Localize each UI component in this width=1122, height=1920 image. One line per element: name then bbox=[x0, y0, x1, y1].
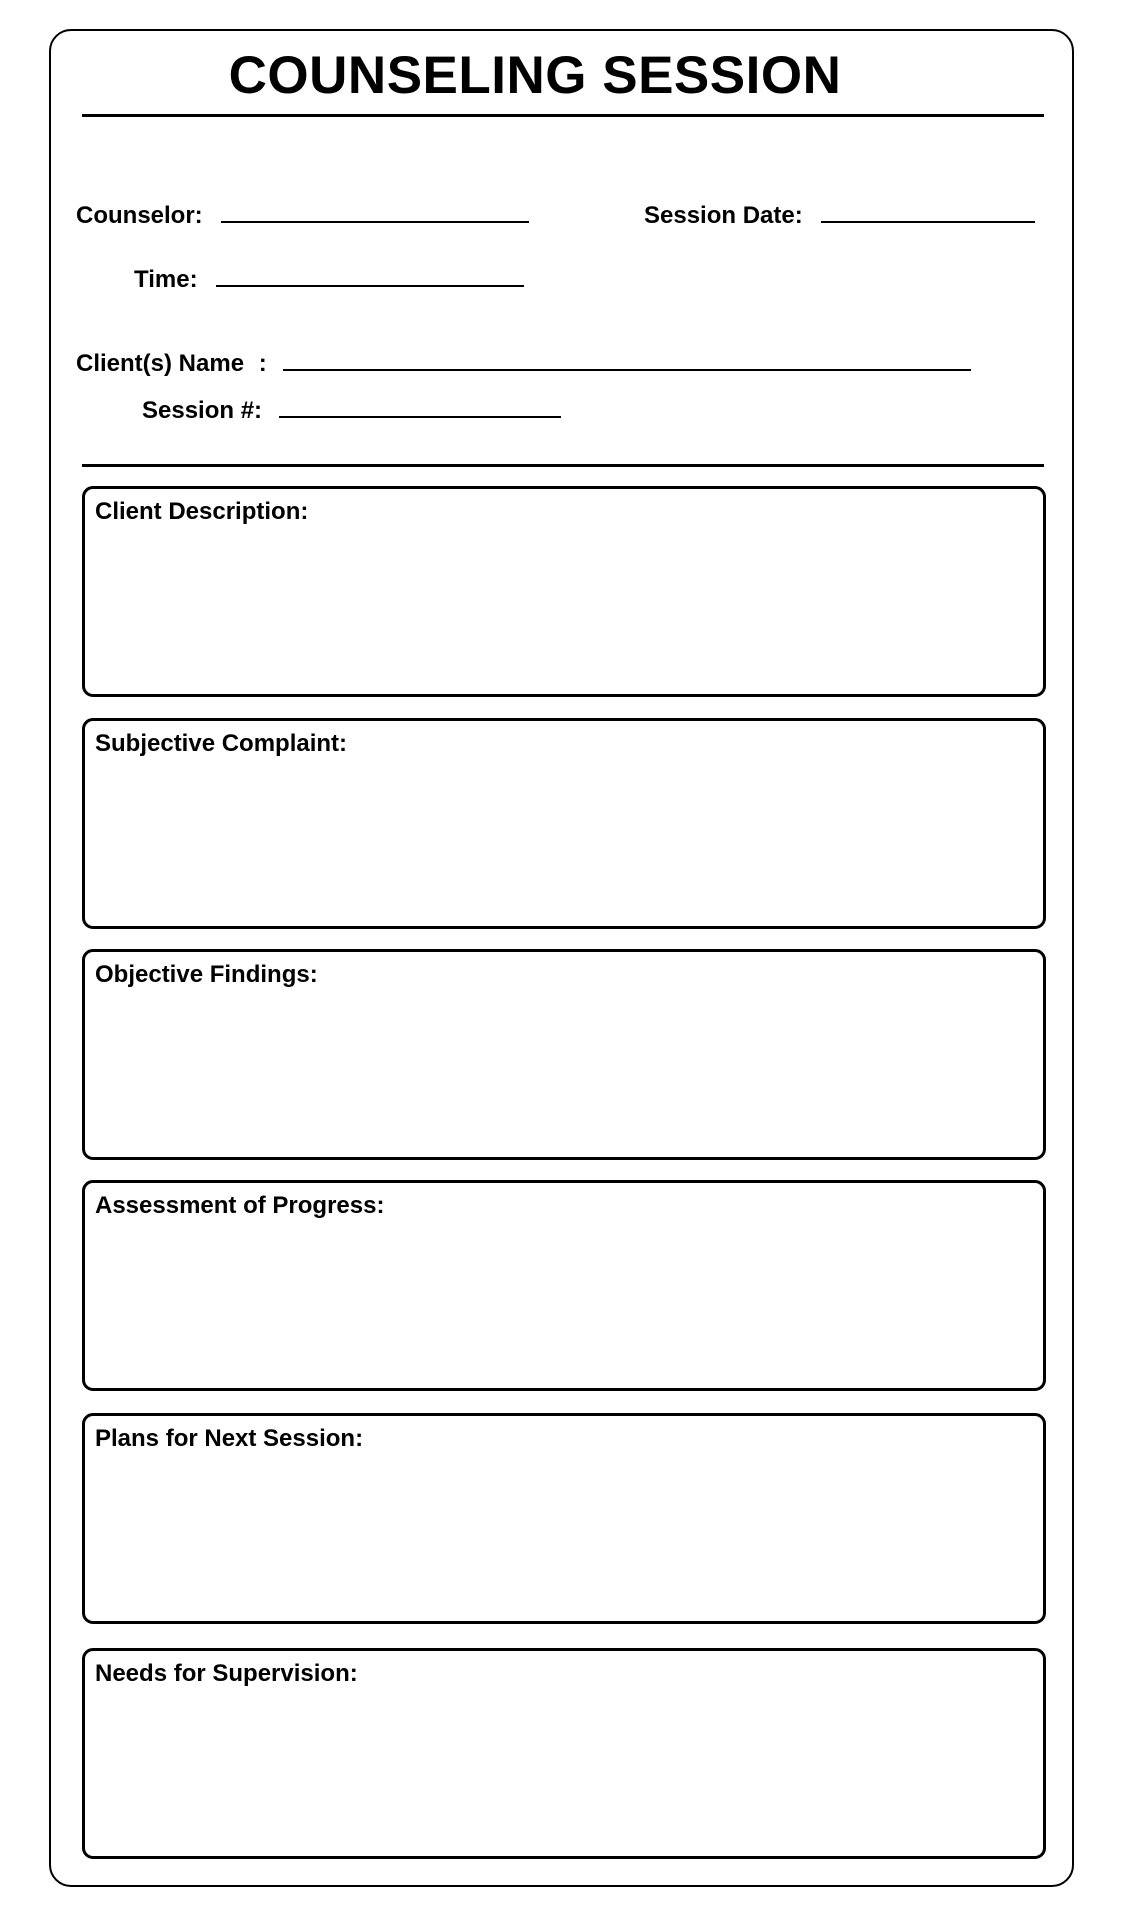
time-input-line[interactable] bbox=[216, 284, 524, 287]
plans-for-next-session-box[interactable] bbox=[82, 1413, 1046, 1624]
subjective-complaint-label: Subjective Complaint: bbox=[95, 730, 348, 757]
assessment-of-progress-box[interactable] bbox=[82, 1180, 1046, 1391]
subjective-complaint-box[interactable] bbox=[82, 718, 1046, 929]
counselor-field bbox=[76, 202, 529, 230]
session-number-input-line[interactable] bbox=[279, 415, 561, 418]
objective-findings-label: Objective Findings: bbox=[95, 961, 318, 988]
clients-name-label: Client(s) Name bbox=[76, 350, 245, 377]
client-description-label: Client Description: bbox=[95, 498, 309, 525]
session-number-label: Session #: bbox=[142, 397, 263, 424]
title-divider bbox=[82, 114, 1044, 117]
assessment-of-progress-label: Assessment of Progress: bbox=[95, 1192, 385, 1219]
time-label: Time: bbox=[134, 266, 198, 293]
plans-for-next-session-label: Plans for Next Session: bbox=[95, 1425, 364, 1452]
session-date-label: Session Date: bbox=[644, 202, 803, 229]
clients-name-field bbox=[76, 350, 971, 378]
session-date-input-line[interactable] bbox=[821, 220, 1035, 223]
header-divider bbox=[82, 464, 1044, 467]
objective-findings-box[interactable] bbox=[82, 949, 1046, 1160]
clients-name-input-line[interactable] bbox=[283, 368, 971, 371]
session-number-field bbox=[142, 397, 561, 425]
counselor-label: Counselor: bbox=[76, 202, 203, 229]
clients-name-colon: : bbox=[258, 350, 267, 377]
counselor-input-line[interactable] bbox=[221, 220, 529, 223]
page-title: COUNSELING SESSION bbox=[228, 46, 842, 105]
needs-for-supervision-box[interactable] bbox=[82, 1648, 1046, 1859]
needs-for-supervision-label: Needs for Supervision: bbox=[95, 1660, 358, 1687]
time-field bbox=[134, 266, 524, 294]
session-date-field bbox=[644, 202, 1035, 230]
client-description-box[interactable] bbox=[82, 486, 1046, 697]
